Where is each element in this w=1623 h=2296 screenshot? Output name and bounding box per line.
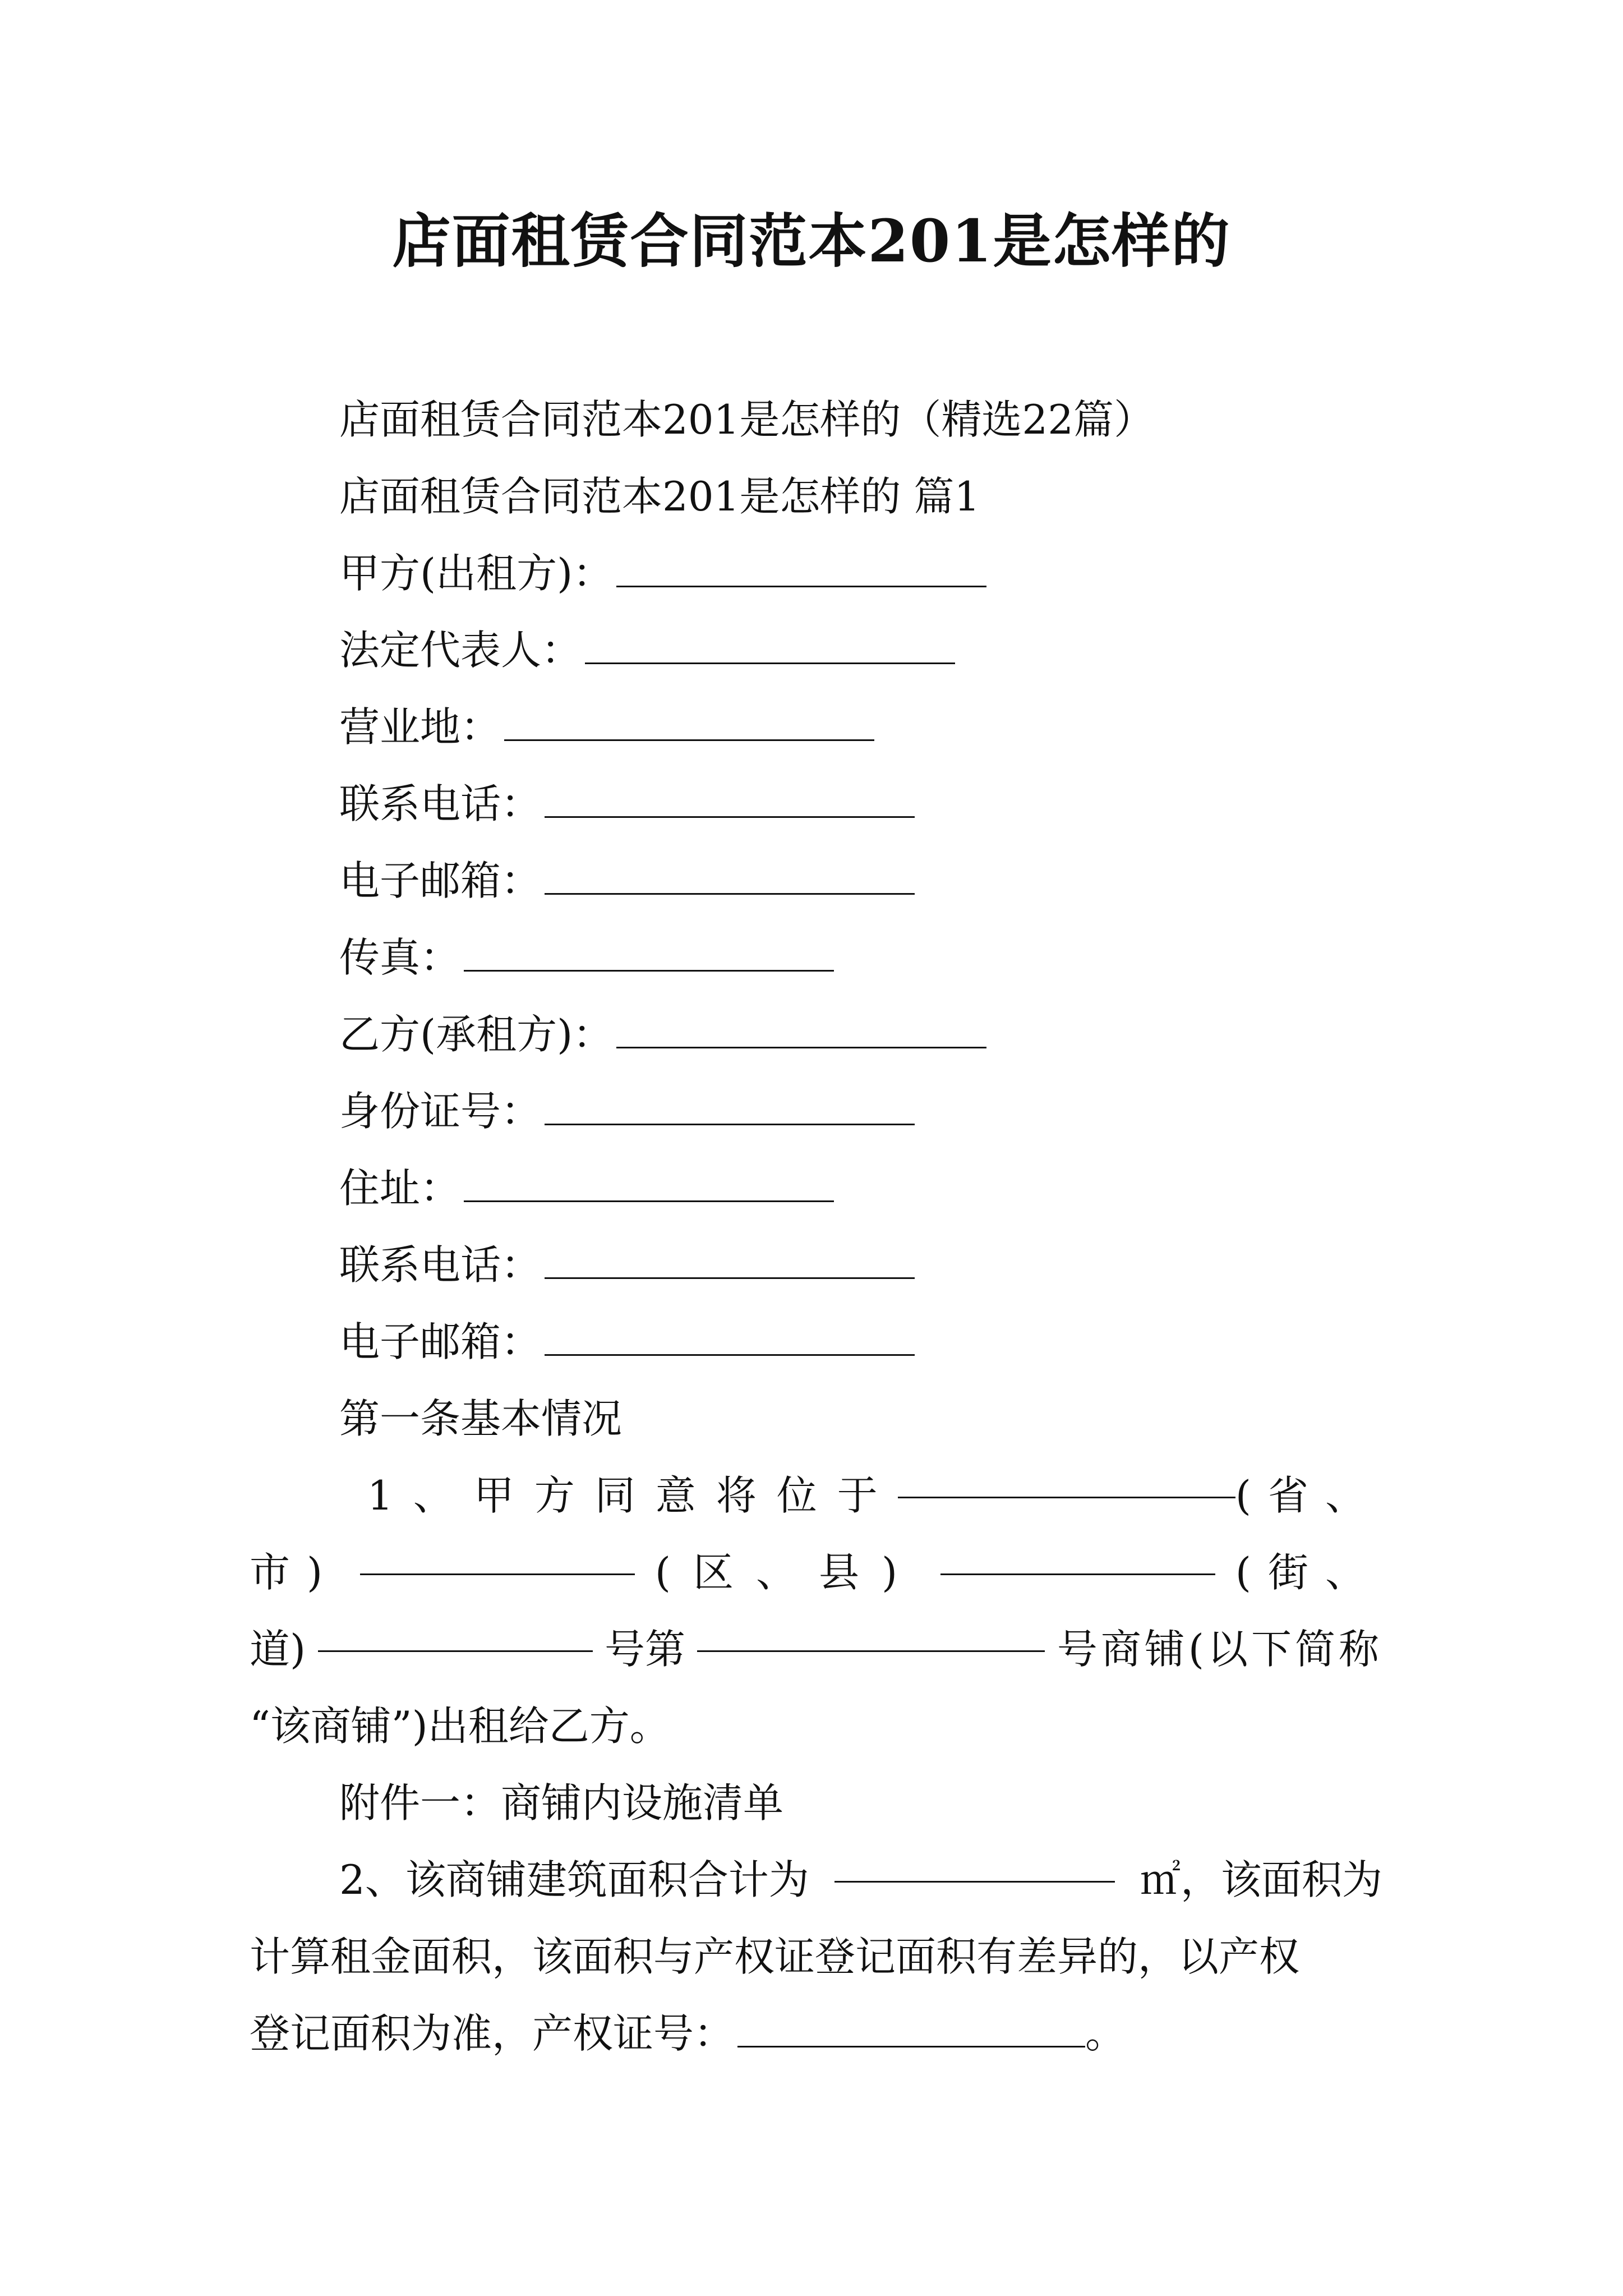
article1-p2-line2 bbox=[250, 1918, 1382, 1995]
business-address-blank[interactable] bbox=[504, 700, 874, 741]
province-blank[interactable] bbox=[898, 1457, 1235, 1498]
area-blank[interactable] bbox=[834, 1842, 1115, 1883]
subtitle-text: 店面租赁合同范本201是怎样的（精选22篇） bbox=[339, 396, 1155, 443]
district-blank[interactable] bbox=[940, 1534, 1215, 1575]
party-a-field bbox=[250, 535, 1382, 612]
party-b-email-label: 电子邮箱： bbox=[339, 1318, 542, 1365]
p1-text-g: 号第 bbox=[604, 1626, 685, 1673]
p2-text-a: 2、该商铺建筑面积合计为 bbox=[339, 1856, 809, 1903]
p2-text-e: 。 bbox=[1085, 2010, 1126, 2057]
p1-text-f: 道) bbox=[250, 1626, 306, 1673]
attachment-text: 附件一：商铺内设施清单 bbox=[339, 1779, 784, 1826]
fax-field bbox=[250, 919, 1382, 996]
party-b-email-field bbox=[250, 1304, 1382, 1381]
business-address-field bbox=[250, 689, 1382, 766]
party-b-phone-field bbox=[250, 1227, 1382, 1304]
article1-heading-text: 第一条基本情况 bbox=[339, 1395, 623, 1442]
street-blank[interactable] bbox=[318, 1611, 593, 1652]
p1-text-h: 号商铺(以下简称 bbox=[1057, 1626, 1382, 1673]
p1-text-i: “该商铺”)出租给乙方。 bbox=[250, 1703, 670, 1750]
section-heading-text: 店面租赁合同范本201是怎样的 篇1 bbox=[339, 473, 980, 520]
party-a-phone-field bbox=[250, 766, 1382, 843]
party-b-label: 乙方(承租方)： bbox=[339, 1011, 614, 1058]
party-a-email-field bbox=[250, 843, 1382, 919]
id-number-field bbox=[250, 1073, 1382, 1150]
article1-p2-line1 bbox=[250, 1842, 1382, 1918]
article1-p2-line3 bbox=[250, 1995, 1382, 2072]
legal-rep-field bbox=[250, 612, 1382, 689]
p1-text-d: (区、县) bbox=[654, 1549, 920, 1596]
id-number-label: 身份证号： bbox=[339, 1088, 542, 1135]
p2-text-d: 登记面积为准，产权证号： bbox=[250, 2010, 735, 2057]
document-title: 店面租赁合同范本201是怎样的 bbox=[392, 206, 1231, 275]
party-a-phone-label: 联系电话： bbox=[339, 780, 542, 827]
article1-p1-line4 bbox=[250, 1688, 1382, 1765]
party-a-email-blank[interactable] bbox=[545, 854, 915, 895]
shop-number-blank[interactable] bbox=[697, 1611, 1045, 1652]
document-body bbox=[250, 381, 1382, 2072]
section-heading bbox=[250, 458, 1382, 535]
business-address-label: 营业地： bbox=[339, 703, 501, 751]
article1-p1-line1 bbox=[250, 1457, 1382, 1534]
party-b-address-label: 住址： bbox=[339, 1165, 461, 1212]
subtitle bbox=[250, 381, 1382, 458]
fax-label: 传真： bbox=[339, 934, 461, 981]
party-b-blank[interactable] bbox=[616, 1007, 986, 1048]
city-blank[interactable] bbox=[360, 1534, 635, 1575]
id-number-blank[interactable] bbox=[545, 1084, 915, 1125]
p1-text-b: (省、 bbox=[1235, 1472, 1382, 1519]
legal-rep-blank[interactable] bbox=[585, 623, 955, 664]
party-b-email-blank[interactable] bbox=[545, 1315, 915, 1356]
party-b-field bbox=[250, 996, 1382, 1073]
p1-text-a: 1、甲方同意将位于 bbox=[367, 1472, 898, 1519]
fax-blank[interactable] bbox=[464, 931, 834, 972]
p2-text-b: ㎡，该面积为 bbox=[1140, 1856, 1382, 1903]
party-b-address-blank[interactable] bbox=[464, 1161, 834, 1202]
article1-p1-line2 bbox=[250, 1534, 1382, 1611]
party-b-phone-blank[interactable] bbox=[545, 1238, 915, 1279]
article1-p1-line3 bbox=[250, 1611, 1382, 1688]
party-a-blank[interactable] bbox=[616, 546, 986, 587]
attachment-line bbox=[250, 1765, 1382, 1842]
party-b-phone-label: 联系电话： bbox=[339, 1241, 542, 1289]
party-a-label: 甲方(出租方)： bbox=[339, 550, 614, 597]
certificate-number-blank[interactable] bbox=[737, 2007, 1085, 2047]
p2-text-c: 计算租金面积，该面积与产权证登记面积有差异的，以产权 bbox=[250, 1933, 1300, 1980]
legal-rep-label: 法定代表人： bbox=[339, 627, 582, 674]
party-a-phone-blank[interactable] bbox=[545, 777, 915, 818]
p1-text-c: 市) bbox=[250, 1549, 340, 1596]
article1-heading bbox=[250, 1381, 1382, 1457]
party-b-address-field bbox=[250, 1150, 1382, 1227]
party-a-email-label: 电子邮箱： bbox=[339, 857, 542, 904]
p1-text-e: (街、 bbox=[1235, 1549, 1382, 1596]
